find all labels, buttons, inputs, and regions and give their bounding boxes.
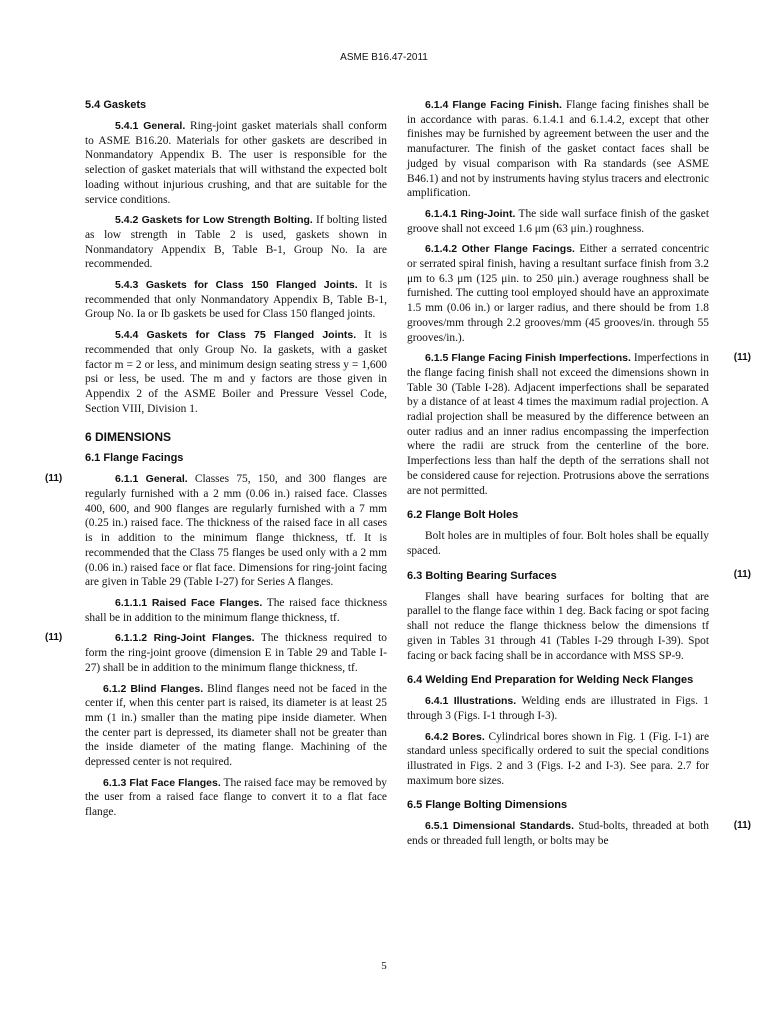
para-6-3: Flanges shall have bearing surfaces for bolting that are parallel to the flange face within 1 deg. Back facing or spot facing shall not reduce the flange thickness below the dimensions tf given in Tables 31 through 41 (Tables I-29 through I-39). Spot facing or back facing shall be in accordance with MSS SP-9. [407, 590, 709, 662]
section-6-3-heading-row [407, 568, 751, 584]
revision-mark: (11) [733, 568, 751, 580]
para-5-4-4-heading: 5.4.4 Gaskets for Class 75 Flanged Joints. [115, 329, 357, 342]
para-6-1-4 [407, 98, 709, 201]
para-5-4-1-body: Ring-joint gasket materials shall conform to ASME B16.20. Materials for other gaskets are described in Nonmandatory Appendix B. The user is responsible for the selection of gasket materials that will withstand the expected bolt loading without injurious crushing, and that are suitable for the service conditions. [85, 120, 387, 206]
para-5-4-3-heading: 5.4.3 Gaskets for Class 150 Flanged Joints. [115, 279, 358, 292]
para-6-4-2-body: Cylindrical bores shown in Fig. 1 (Fig. I-1) are standard unless specifically ordered to suit the special conditions illustrated in Figs. 2 and 3 (Figs. I-2 and I-3). See para. 2.7 for maximum bore sizes. [407, 730, 710, 787]
para-6-1-3-body: The raised face may be removed by the user from a raised face flange to convert it to a flat face flange. [85, 776, 387, 819]
para-6-1-2 [85, 682, 387, 770]
para-6-1-1-body: Classes 75, 150, and 300 flanges are regularly furnished with a 2 mm (0.06 in.) raised face. Classes 400, 600, and 900 flanges are regularly furnished with a 7 mm (0.25 in.) raised face. The thickness of the raised face in all cases is in addition to the minimum flange thickness, tf. It is recommended that the Class 75 flanges be used only with a 2 mm (0.06 in.) raised face or flat face. Dimensions for ring-joint facing are given in Table 29 (Table I-27) for Series A flanges. [85, 473, 387, 589]
para-6-4-1 [407, 694, 709, 723]
para-6-1-1-1-body: The raised face thickness shall be in addition to the minimum flange thickness, tf. [85, 596, 387, 624]
para-6-4-2-heading: 6.4.2 Bores. [425, 730, 485, 743]
para-6-5-1-body: Stud-bolts, threaded at both ends or threaded full length, or bolts may be [407, 820, 709, 848]
para-5-4-3-body: It is recommended that only Nonmandatory Appendix B, Table B-1, Group No. Ia or Ib gaskets be used for Class 150 flanged joints. [85, 279, 387, 321]
para-6-1-4-body: Flange facing finishes shall be in accordance with paras. 6.1.4.1 and 6.1.4.2, except that other finishes may be furnished by agreement between the user and the manufacturer. The finish of the gasket contact faces shall be judged by visual comparison with Ra standards (see ASME B46.1) and not by instruments having stylus tracers and electronic amplification. [407, 99, 709, 200]
para-6-4-1-heading: 6.4.1 Illustrations. [425, 695, 517, 708]
para-5-4-2 [85, 213, 387, 272]
para-6-1-4-2-body: Either a serrated concentric or serrated spiral finish, having a resultant surface finish from 3.2 μm to 6.3 μm (125 μin. to 250 μin.) average roughness shall be furnished. The cutting tool employed should have an approximate 1.5 mm (0.06 in.) or larger radius, and there should be from 1.8 grooves/mm through 2.2 grooves/mm (45 grooves/in. through 55 grooves/in.). [407, 243, 709, 344]
para-6-1-4-2 [407, 242, 709, 345]
page-number: 5 [381, 960, 387, 972]
para-5-4-1 [85, 119, 387, 207]
section-5-4-heading: 5.4 Gaskets [85, 99, 147, 111]
para-5-4-3 [85, 278, 387, 322]
para-6-1-4-1-body: The side wall surface finish of the gasket groove shall not exceed 1.6 μm (63 μin.) roughness. [407, 207, 709, 235]
para-6-1-1-2-heading: 6.1.1.2 Ring-Joint Flanges. [115, 632, 255, 645]
para-5-4-4-body: It is recommended that only Group No. Ia gaskets, with a gasket factor m = 2 or less, and minimum design seating stress y = 1,600 psi or less, be used. The m and y factors are those given in Appendix 2 of the ASME Boiler and Pressure Vessel Code, Section VIII, Division 1. [85, 329, 387, 415]
section-6-1-heading: 6.1 Flange Facings [85, 452, 184, 465]
section-6-3-heading: 6.3 Bolting Bearing Surfaces [407, 569, 557, 582]
para-6-4-2 [407, 730, 709, 789]
para-6-1-3-heading: 6.1.3 Flat Face Flanges. [103, 776, 221, 789]
section-6-4-heading: 6.4 Welding End Preparation for Welding Neck Flanges [407, 674, 694, 687]
para-5-4-1-heading: 5.4.1 General. [115, 120, 186, 132]
para-6-1-1-1-heading: 6.1.1.1 Raised Face Flanges. [115, 596, 263, 609]
para-5-4-2-body: If bolting listed as low strength in Table 2 is used, gaskets shown in Nonmandatory Appendix B, Table B-1, Group No. Ia are recommended. [85, 214, 387, 271]
running-header: ASME B16.47-2011 [340, 52, 428, 63]
revision-mark: (11) [45, 632, 63, 644]
right-column [407, 98, 751, 855]
para-6-1-4-1 [407, 207, 709, 236]
revision-mark: (11) [733, 820, 751, 832]
para-6-1-5-heading: 6.1.5 Flange Facing Finish Imperfections. [425, 352, 631, 365]
para-5-4-2-heading: 5.4.2 Gaskets for Low Strength Bolting. [115, 214, 313, 227]
para-6-1-2-body: Blind flanges need not be faced in the center if, when this center part is raised, its diameter is at least 25 mm (1 in.) smaller than the mating pipe inside diameter. When the center part is depressed, its diameter shall not be greater than the inside diameter of the mating flange. Machining of the depressed center is not required. [85, 682, 387, 769]
para-6-1-4-2-heading: 6.1.4.2 Other Flange Facings. [425, 243, 575, 256]
para-6-1-2-heading: 6.1.2 Blind Flanges. [103, 682, 204, 695]
revision-mark: (11) [733, 352, 751, 364]
para-6-1-1 [45, 472, 387, 590]
para-6-1-1-heading: 6.1.1 General. [115, 473, 188, 486]
para-6-1-4-1-heading: 6.1.4.1 Ring-Joint. [425, 207, 516, 220]
para-6-4-1-body: Welding ends are illustrated in Figs. 1 through 3 (Figs. I-1 through I-3). [407, 695, 709, 722]
para-6-1-5 [407, 351, 751, 498]
para-6-2: Bolt holes are in multiples of four. Bolt holes shall be equally spaced. [407, 530, 709, 557]
para-6-1-1-1 [85, 596, 387, 625]
section-6-5-heading: 6.5 Flange Bolting Dimensions [407, 799, 568, 812]
section-6-heading: 6 DIMENSIONS [85, 430, 172, 445]
para-6-1-1-2 [45, 631, 387, 675]
para-6-5-1-heading: 6.5.1 Dimensional Standards. [425, 820, 574, 833]
left-column [45, 98, 387, 826]
revision-mark: (11) [45, 473, 63, 485]
section-6-2-heading: 6.2 Flange Bolt Holes [407, 509, 519, 522]
para-5-4-4 [85, 328, 387, 416]
para-6-1-4-heading: 6.1.4 Flange Facing Finish. [425, 99, 562, 111]
para-6-1-3 [85, 776, 387, 820]
para-6-5-1 [407, 819, 751, 848]
para-6-1-1-2-body: The thickness required to form the ring-joint groove (dimension E in Table 29 and Table I-27) shall be in addition to the minimum flange thickness, tf. [85, 632, 387, 674]
para-6-1-5-body: Imperfections in the flange facing finish shall not exceed the dimensions shown in Table 30 (Table I-28). Adjacent imperfections shall be separated by a distance of at least 4 times the maximum radial projection. A radial projection shall be measured by the difference between an outer radius and an inner radius encompassing the imperfection where the radii are struck from the centerline of the bore. Imperfections less than half the depth of the serrations shall not be considered cause for rejection. Protrusions above the serrations are not permitted. [407, 352, 709, 497]
